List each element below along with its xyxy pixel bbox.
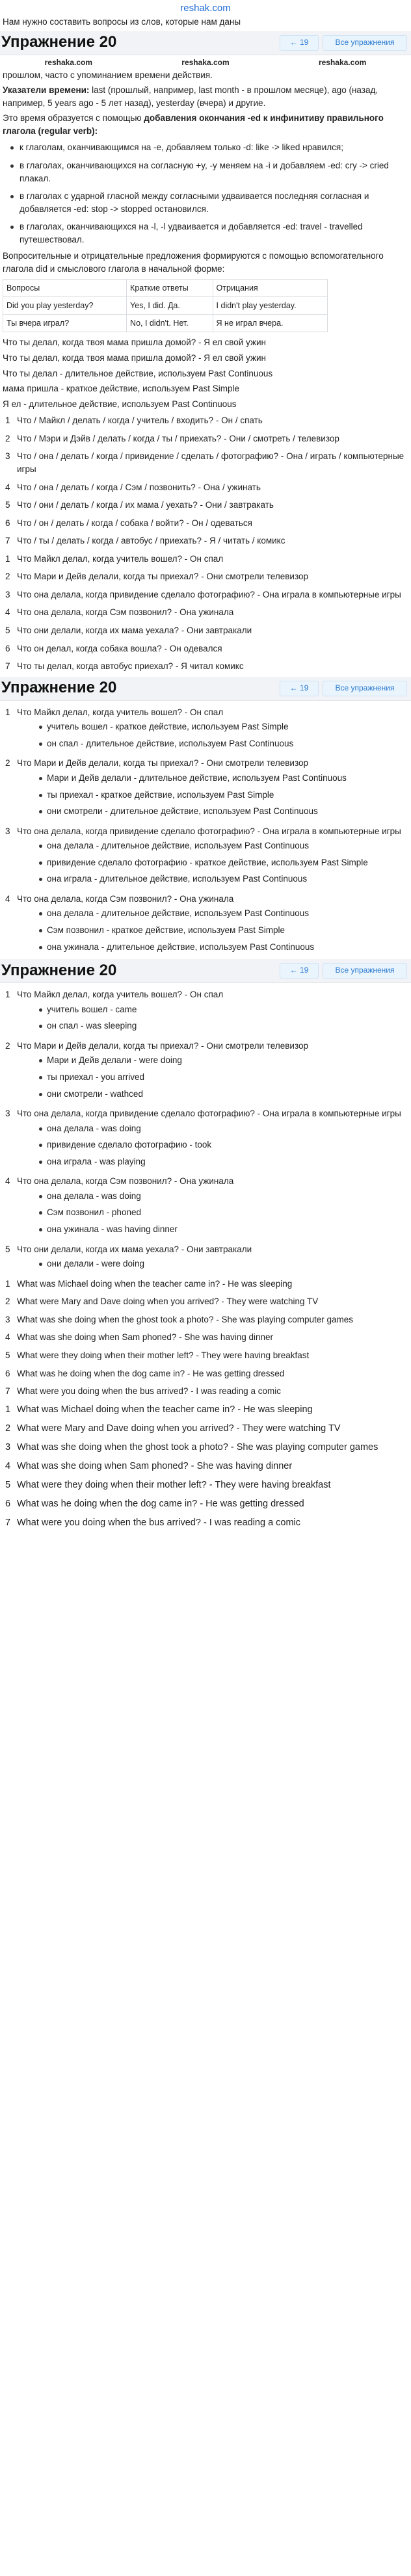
- list-item: 5 What were they doing when their mother left? - They were having breakfast: [5, 1350, 310, 1360]
- theory-p3-bold: добавления окончания -ed к инфинитиву правильного глагола (regular verb):: [3, 113, 384, 136]
- sub-item: она делала - длительное действие, используем Past Continuous: [17, 905, 408, 922]
- sub-list: [17, 770, 408, 820]
- prev-exercise-button[interactable]: ← 19: [280, 681, 319, 696]
- table-cell: I didn't play yesterday.: [213, 297, 327, 315]
- list-item: 2 Что Мари и Дейв делали, когда ты приехал? - Они смотрели телевизор Мари и Дейв делали - длительное действие, используем Past Continuous ты приехал - краткое действие, используем Past Simple они смотрели - длительное действие, используем Past Continuous: [0, 754, 411, 822]
- theory-p3-text: Это время образуется с помощью: [3, 113, 144, 124]
- all-exercises-button[interactable]: Все упражнения: [323, 963, 407, 979]
- list-item: 4 Что она делала, когда Сэм позвонил? - Она ужинала она делала - длительное действие, используем Past Continuous Сэм позвонил - краткое действие, используем Past Simple она ужинала - длительное действие, используем Past Continuous: [0, 890, 411, 958]
- grammar-table: [3, 279, 328, 332]
- analysis-line: мама пришла - краткое действие, используем Past Simple: [3, 384, 240, 394]
- sub-item: учитель вошел - краткое действие, используем Past Simple: [17, 718, 408, 735]
- list-item: 7 What were you doing when the bus arrived? - I was reading a comic: [5, 1517, 301, 1528]
- list-item: 6 What was he doing when the dog came in? - He was getting dressed: [5, 1498, 304, 1509]
- rules-list: [0, 138, 411, 248]
- sub-item: привидение сделало фотографию - краткое действие, используем Past Simple: [17, 854, 408, 871]
- list-item: 2 What were Mary and Dave doing when you arrived? - They were watching TV: [5, 1423, 341, 1434]
- list-item: 3 What was she doing when the ghost took a photo? - She was playing computer games: [5, 1441, 378, 1452]
- sub-list: [17, 1188, 408, 1238]
- analysis-line: Что ты делал, когда твоя мама пришла домой? - Я ел свой ужин: [3, 353, 266, 363]
- table-header-cell: Вопросы: [3, 280, 127, 297]
- sub-list: [17, 905, 408, 955]
- theory-p3: [0, 111, 411, 138]
- sub-item: они смотрели - wathced: [17, 1086, 408, 1103]
- sub-item: учитель вошел - came: [17, 1001, 408, 1018]
- table-cell: Did you play yesterday?: [3, 297, 127, 315]
- list-item: 1 Что Майкл делал, когда учитель вошел? - Он спал: [5, 553, 224, 564]
- sub-list: [17, 1120, 408, 1170]
- tense-analysis-list: [0, 703, 411, 958]
- list-item: 6 What was he doing when the dog came in? - He was getting dressed: [5, 1368, 285, 1378]
- list-item: 6 Что он делал, когда собака вошла? - Он одевался: [5, 643, 222, 653]
- list-item: 1 Что / Майкл / делать / когда / учитель / входить? - Он / спать: [5, 415, 263, 426]
- rule-item: в глаголах, оканчивающихся на согласную +y, -y меняем на -i и добавляем -ed: cry -> cried плакал.: [0, 157, 411, 187]
- table-cell: Ты вчера играл?: [3, 315, 127, 332]
- analysis-line: Что ты делал - длительное действие, используем Past Continuous: [3, 368, 273, 378]
- list-item: 4 What was she doing when Sam phoned? - She was having dinner: [5, 1460, 293, 1471]
- table-row: [3, 297, 328, 315]
- sub-item: она делала - was doing: [17, 1188, 408, 1205]
- list-item: 4 Что она делала, когда Сэм позвонил? - Она ужинала: [5, 607, 234, 618]
- analysis-line: Что ты делал, когда твоя мама пришла домой? - Я ел свой ужин: [3, 337, 266, 348]
- list-item: 1 What was Michael doing when the teacher came in? - He was sleeping: [5, 1404, 313, 1415]
- list-item: 4 Что она делала, когда Сэм позвонил? - Она ужинала она делала - was doing Сэм позвонил - phoned она ужинала - was having dinner: [0, 1172, 411, 1240]
- list-item: 2 Что Мари и Дейв делали, когда ты приехал? - Они смотрели телевизор: [5, 572, 309, 582]
- sub-list: [17, 1255, 408, 1272]
- theory-p2: [0, 83, 411, 111]
- sub-list: [17, 718, 408, 752]
- sub-item: они делали - were doing: [17, 1255, 408, 1272]
- analysis-line: Я ел - длительное действие, используем Past Continuous: [3, 399, 237, 409]
- list-item: 3 Что она делала, когда привидение сделало фотографию? - Она играла в компьютерные игры она делала - was doing привидение сделало фотографию - took она играла - was playing: [0, 1105, 411, 1172]
- sub-item: он спал - was sleeping: [17, 1018, 408, 1034]
- sub-item: она ужинала - was having dinner: [17, 1221, 408, 1238]
- list-item: 1 What was Michael doing when the teacher came in? - He was sleeping: [5, 1278, 293, 1289]
- page-title: Упражнение 20: [1, 33, 117, 51]
- prev-exercise-button[interactable]: ← 19: [280, 35, 319, 51]
- sub-item: она играла - was playing: [17, 1153, 408, 1170]
- list-item: 6 Что / он / делать / когда / собака / войти? - Он / одеваться: [5, 518, 252, 528]
- sub-item: Сэм позвонил - phoned: [17, 1204, 408, 1221]
- table-header-cell: Отрицания: [213, 280, 327, 297]
- all-exercises-button[interactable]: Все упражнения: [323, 681, 407, 696]
- word-list: [0, 412, 411, 550]
- table-cell: Я не играл вчера.: [213, 315, 327, 332]
- theory-p2-text: last (прошлый, например, last month - в прошлом месяце), ago (назад, например, 5 years ago - 5 лет назад), yesterday (вчера) и другие.: [3, 85, 378, 108]
- sub-list: [17, 837, 408, 887]
- list-item: 5 Что они делали, когда их мама уехала? - Они завтракали: [5, 625, 252, 635]
- list-item: 1 Что Майкл делал, когда учитель вошел? - Он спал учитель вошел - came он спал - was sleeping: [0, 986, 411, 1037]
- exercise-content: [0, 68, 411, 676]
- sub-item: она ужинала - длительное действие, используем Past Continuous: [17, 939, 408, 956]
- watermark-row: [0, 58, 411, 68]
- table-cell: No, I didn't. Нет.: [127, 315, 213, 332]
- theory-p1: прошлом, часто с упоминанием времени действия.: [3, 70, 213, 80]
- verb-forms-list: [0, 986, 411, 1275]
- list-item: 5 What were they doing when their mother left? - They were having breakfast: [5, 1479, 331, 1490]
- list-item: 7 Что / ты / делать / когда / автобус / приехать? - Я / читать / комикс: [5, 536, 285, 546]
- all-exercises-button[interactable]: Все упражнения: [323, 35, 407, 51]
- exercise-header-2: [0, 677, 411, 701]
- theory-p2-bold: Указатели времени:: [3, 85, 90, 96]
- exercise-header-3: [0, 959, 411, 983]
- list-item: 2 Что / Мэри и Дэйв / делать / когда / ты / приехать? - Они / смотреть / телевизор: [5, 433, 339, 443]
- sub-item: Сэм позвонил - краткое действие, используем Past Simple: [17, 922, 408, 939]
- sub-item: она делала - длительное действие, используем Past Continuous: [17, 837, 408, 854]
- site-logo[interactable]: reshak.com: [180, 3, 231, 14]
- list-item: 4 Что / она / делать / когда / Сэм / позвонить? - Она / ужинать: [5, 482, 261, 492]
- page-title: Упражнение 20: [1, 961, 117, 979]
- list-item: 3 What was she doing when the ghost took a photo? - She was playing computer games: [5, 1314, 354, 1324]
- sub-list: [17, 1001, 408, 1034]
- sub-item: ты приехал - you arrived: [17, 1069, 408, 1086]
- list-item: 7 Что ты делал, когда автобус приехал? - Я читал комикс: [5, 661, 244, 672]
- rule-item: к глаголам, оканчивающимся на -e, добавляем только -d: like -> liked нравился;: [0, 138, 411, 157]
- english-list: [0, 1275, 411, 1400]
- sub-item: он спал - длительное действие, используем Past Continuous: [17, 735, 408, 752]
- intro-text: Нам нужно составить вопросы из слов, которые нам даны: [3, 17, 241, 27]
- sub-item: ты приехал - краткое действие, используем Past Simple: [17, 787, 408, 804]
- page-title: Упражнение 20: [1, 679, 117, 697]
- list-item: 3 Что / она / делать / когда / привидение / сделать / фотографию? - Она / играть / компьютерные игры: [5, 451, 404, 474]
- rule-item: в глаголах, оканчивающихся на -l, -l удваивается и добавляется -ed: travel - travelled путешествовал.: [0, 218, 411, 248]
- watermark: reshaka.com: [181, 57, 230, 67]
- watermark: reshaka.com: [44, 57, 93, 67]
- table-row: [3, 315, 328, 332]
- list-item: 3 Что она делала, когда привидение сделало фотографию? - Она играла в компьютерные игры она делала - длительное действие, используем Past Continuous привидение сделало фотографию - краткое действие, используем Past Simple она играла - длительное действие, используем Past Continuous: [0, 822, 411, 890]
- sub-item: они смотрели - длительное действие, используем Past Continuous: [17, 803, 408, 820]
- theory-p4: Вопросительные и отрицательные предложения формируются с помощью вспомогательного глагола did и смыслового глагола в начальной форме:: [3, 251, 384, 274]
- sub-item: она играла - длительное действие, используем Past Continuous: [17, 871, 408, 887]
- list-item: 1 Что Майкл делал, когда учитель вошел? - Он спал учитель вошел - краткое действие, используем Past Simple он спал - длительное действие, используем Past Continuous: [0, 703, 411, 755]
- sub-item: Мари и Дейв делали - длительное действие, используем Past Continuous: [17, 770, 408, 787]
- prev-exercise-button[interactable]: ← 19: [280, 963, 319, 979]
- table-header-row: [3, 280, 328, 297]
- list-item: 2 Что Мари и Дейв делали, когда ты приехал? - Они смотрели телевизор Мари и Дейв делали - were doing ты приехал - you arrived они смотрели - wathced: [0, 1037, 411, 1105]
- exercise-header-1: [0, 31, 411, 55]
- sub-item: Мари и Дейв делали - were doing: [17, 1052, 408, 1069]
- final-answers-list: [0, 1400, 411, 1532]
- watermark: reshaka.com: [318, 57, 367, 67]
- list-item: 7 What were you doing when the bus arrived? - I was reading a comic: [5, 1386, 281, 1397]
- list-item: 5 Что / они / делать / когда / их мама / уехать? - Они / завтракать: [5, 500, 274, 510]
- table-cell: Yes, I did. Да.: [127, 297, 213, 315]
- rule-item: в глаголах с ударной гласной между согласными удваивается последняя согласная и добавляется -ed: stop -> stopped остановился.: [0, 187, 411, 218]
- translation-list: [0, 550, 411, 676]
- list-item: 4 What was she doing when Sam phoned? - She was having dinner: [5, 1332, 273, 1343]
- table-header-cell: Краткие ответы: [127, 280, 213, 297]
- list-item: 5 Что они делали, когда их мама уехала? - Они завтракали они делали - were doing: [0, 1241, 411, 1275]
- sub-item: привидение сделало фотографию - took: [17, 1137, 408, 1153]
- sub-item: она делала - was doing: [17, 1120, 408, 1137]
- sub-list: [17, 1052, 408, 1102]
- list-item: 2 What were Mary and Dave doing when you arrived? - They were watching TV: [5, 1296, 319, 1307]
- list-item: 3 Что она делала, когда привидение сделало фотографию? - Она играла в компьютерные игры: [5, 589, 401, 599]
